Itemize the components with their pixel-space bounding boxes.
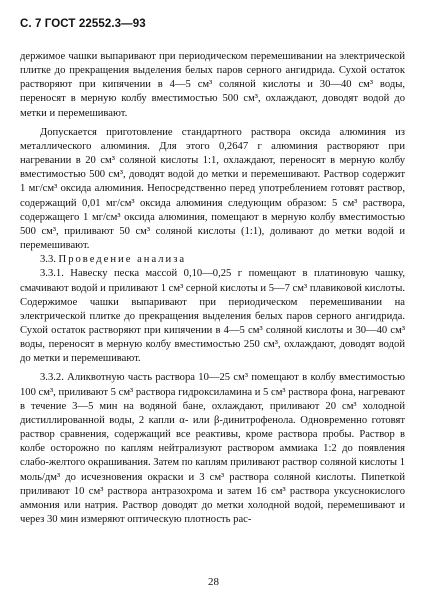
page-header: С. 7 ГОСТ 22552.3—93 [20, 18, 146, 30]
paragraph-continuation: держимое чашки выпаривают при периодическом перемешивании на электрической плитке до прекращения выделения белых паров серного ангидрида. Сухой остаток растворяют при кипячении в 4—5 см³ соляной кислоты и 30—40 см³ воды, переносят в мерную колбу вместимостью 500 см³, охлаждают, доводят водой до метки и перемешивают. [20, 51, 405, 119]
page-number: 28 [208, 576, 219, 588]
section-title: Проведение анализа [58, 254, 187, 266]
document-body [20, 50, 405, 527]
section-number: 3.3. [40, 254, 56, 266]
section-heading [20, 253, 405, 267]
paragraph-3-3-2: 3.3.2. Аликвотную часть раствора 10—25 см³ помещают в колбу вместимостью 100 см³, приливают 5 см³ раствора гидроксиламина и 5 см³ раствора фона, нагревают в течение 3—5 мин на водяной бане, охлаждают, приливают 20 см³ холодной дистиллированной воды, 2 капли α- или β-динитрофенола. Одновременно готовят раствор сравнения, содержащий все реактивы, кроме раствора пробы. Раствор в колбе осторожно по каплям нейтрализуют раствором аммиака 1:2 до появления слабо-желтого окрашивания. Затем по каплям приливают раствор соляной кислоты 1 моль/дм³ до исчезновения окраски и 3 см³ раствора соляной кислоты. Пипеткой приливают 10 см³ раствора антразохрома и затем 16 см³ раствора уксуснокислого аммония или натрия. Раствор доводят до метки холодной водой, перемешивают и через 30 мин измеряют оптическую плотность рас- [20, 372, 405, 525]
paragraph-3-3-1: 3.3.1. Навеску песка массой 0,10—0,25 г помещают в платиновую чашку, смачивают водой и приливают 1 см³ серной кислоты и 5—7 см³ плавиковой кислоты. Содержимое чашки выпаривают при периодическом перемешивании на электрической плитке до прекращения выделения белых паров серного ангидрида. Сухой остаток растворяют при кипячении в 4—5 см³ соляной кислоты и 30—40 см³ воды, переносят в мерную колбу вместимостью 250 см³, охлаждают, доводят водой до метки и перемешивают. [20, 268, 405, 365]
paragraph-alt-standard-solution: Допускается приготовление стандартного раствора оксида алюминия из металлического алюминия. Для этого 0,2647 г алюминия растворяют при нагревании в 20 см³ соляной кислоты 1:1, охлаждают, переносят в мерную колбу вместимостью 500 см³, доводят водой до метки и перемешивают. Раствор содержит 1 мг/см³ оксида алюминия. Непосредственно перед употреблением готовят раствор, содержащий 0,01 мг/см³ оксида алюминия следующим образом: 5 см³ раствора, содержащего 1 мг/см³ оксида алюминия, помещают в мерную колбу вместимостью 500 см³, приливают 50 см³ соляной кислоты (1:1), доливают до метки водой и перемешивают. [20, 126, 405, 252]
